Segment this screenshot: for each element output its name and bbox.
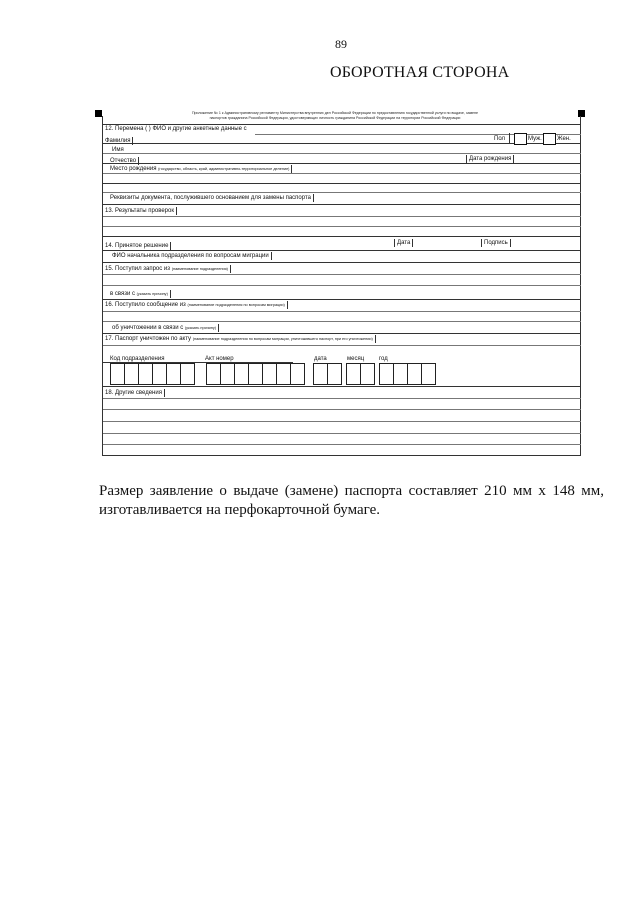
dept-code-cell[interactable] <box>124 363 139 385</box>
divider <box>103 226 581 227</box>
month-cell[interactable] <box>346 363 361 385</box>
head-name-label: ФИО начальника подразделения по вопросам миграции <box>112 252 272 260</box>
dept-code-cell[interactable] <box>152 363 167 385</box>
divider <box>103 216 581 217</box>
divider <box>103 455 581 456</box>
section-16-text: 16. Поступило сообщение из <box>105 302 186 308</box>
divider <box>103 204 581 205</box>
birth-place-text: Место рождения <box>110 166 157 172</box>
surname-label: Фамилия <box>105 137 133 145</box>
year-cell[interactable] <box>393 363 408 385</box>
dept-code-cell[interactable] <box>180 363 195 385</box>
in-connection-label <box>110 290 171 298</box>
birth-place-hint: (государство, область, край, административно-территориальное деление) <box>158 167 290 171</box>
female-checkbox[interactable] <box>543 133 556 145</box>
divider <box>103 173 581 174</box>
divider <box>103 163 581 164</box>
month-cell[interactable] <box>360 363 375 385</box>
sex-label: Пол <box>494 136 506 142</box>
divider <box>103 262 581 263</box>
decision-date-label: Дата <box>394 239 413 247</box>
divider <box>103 299 581 300</box>
act-number-cell[interactable] <box>220 363 235 385</box>
divider <box>103 236 581 237</box>
patronymic-label: Отчество <box>110 157 139 165</box>
act-number-cell[interactable] <box>276 363 291 385</box>
act-number-cell[interactable] <box>290 363 305 385</box>
birth-date-label: Дата рождения <box>466 155 514 163</box>
footnote-line-2: паспортов гражданина Российской Федерации, удостоверяющих личность гражданина Российской Федерации на территории Российской Федерации <box>209 115 461 120</box>
dept-code-cells <box>110 363 194 385</box>
footnote-line-1: Приложение № 1 к Административному регламенту Министерства внутренних дел Российской Федерации по предоставлению государственной услуги по выдаче, замене <box>191 111 479 115</box>
act-number-cell[interactable] <box>206 363 221 385</box>
change-basis-label: Реквизиты документа, послужившего основанием для замены паспорта <box>110 194 314 202</box>
divider <box>103 321 581 322</box>
act-number-cell[interactable] <box>262 363 277 385</box>
month-label: месяц <box>347 356 365 362</box>
passport-form-reverse <box>95 110 585 456</box>
destruction-text: об уничтожении в связи с <box>112 325 184 331</box>
female-label: Жен. <box>557 136 571 142</box>
act-number-cell[interactable] <box>234 363 249 385</box>
section-17-hint: (наименование подразделения по вопросам миграции, уничтожившего паспорт, при его уничтожении) <box>192 337 373 341</box>
page-number: 89 <box>335 37 347 51</box>
divider <box>103 433 581 434</box>
divider <box>103 444 581 445</box>
section-15-label <box>105 265 231 273</box>
section-14-label: 14. Принятое решение <box>105 242 171 250</box>
corner-mark-left <box>95 110 102 117</box>
divider <box>103 409 581 410</box>
divider <box>103 192 581 193</box>
year-label: год <box>379 356 388 362</box>
section-15-text: 15. Поступил запрос из <box>105 266 171 272</box>
in-connection-hint: (указать причину) <box>136 292 168 296</box>
day-cell[interactable] <box>327 363 342 385</box>
form-size-caption: Размер заявление о выдаче (замене) паспорта составляет 210 мм х 148 мм, изготавливается на перфокарточной бумаге. <box>99 483 604 518</box>
form-footnote <box>135 111 535 120</box>
section-13-label: 13. Результаты проверок <box>105 207 177 215</box>
divider <box>103 274 581 275</box>
divider <box>103 285 581 286</box>
divider <box>103 386 581 387</box>
section-15-hint: (наименование подразделения) <box>171 267 228 271</box>
month-cells <box>346 363 374 385</box>
dept-code-cell[interactable] <box>138 363 153 385</box>
section-17-text: 17. Паспорт уничтожен по акту <box>105 336 192 342</box>
dept-code-cell[interactable] <box>166 363 181 385</box>
divider <box>103 250 581 251</box>
year-cell[interactable] <box>421 363 436 385</box>
section-16-label <box>105 301 288 309</box>
page-heading: ОБОРОТНАЯ СТОРОНА <box>330 64 510 81</box>
section-18-label: 18. Другие сведения <box>105 389 165 397</box>
year-cells <box>379 363 435 385</box>
divider <box>103 183 581 184</box>
divider <box>103 333 581 334</box>
divider <box>103 345 581 346</box>
divider <box>103 398 581 399</box>
year-cell[interactable] <box>407 363 422 385</box>
destruction-hint: (указать причину) <box>184 326 217 330</box>
section-12-label: 12. Перемена ( ) ФИО и другие анкетные данные с <box>105 126 247 132</box>
divider <box>103 153 581 154</box>
section-17-label <box>105 335 376 343</box>
divider <box>103 421 581 422</box>
dept-code-label: Код подразделения <box>110 356 165 362</box>
day-cell[interactable] <box>313 363 328 385</box>
divider <box>103 311 581 312</box>
dept-code-cell[interactable] <box>110 363 125 385</box>
birth-place-label <box>110 165 292 173</box>
act-number-cells <box>206 363 304 385</box>
day-label: дата <box>314 356 327 362</box>
section-16-hint: (наименование подразделения по вопросам миграции) <box>187 303 285 307</box>
divider <box>509 133 510 144</box>
in-connection-text: в связи с <box>110 291 135 297</box>
act-number-label: Акт номер <box>205 356 234 362</box>
day-cells <box>313 363 341 385</box>
decision-signature-label: Подпись <box>481 239 511 247</box>
name-label: Имя <box>112 147 124 153</box>
male-checkbox[interactable] <box>514 133 527 145</box>
destruction-label <box>112 324 219 332</box>
year-cell[interactable] <box>379 363 394 385</box>
act-number-cell[interactable] <box>248 363 263 385</box>
male-label: Муж. <box>528 136 542 142</box>
